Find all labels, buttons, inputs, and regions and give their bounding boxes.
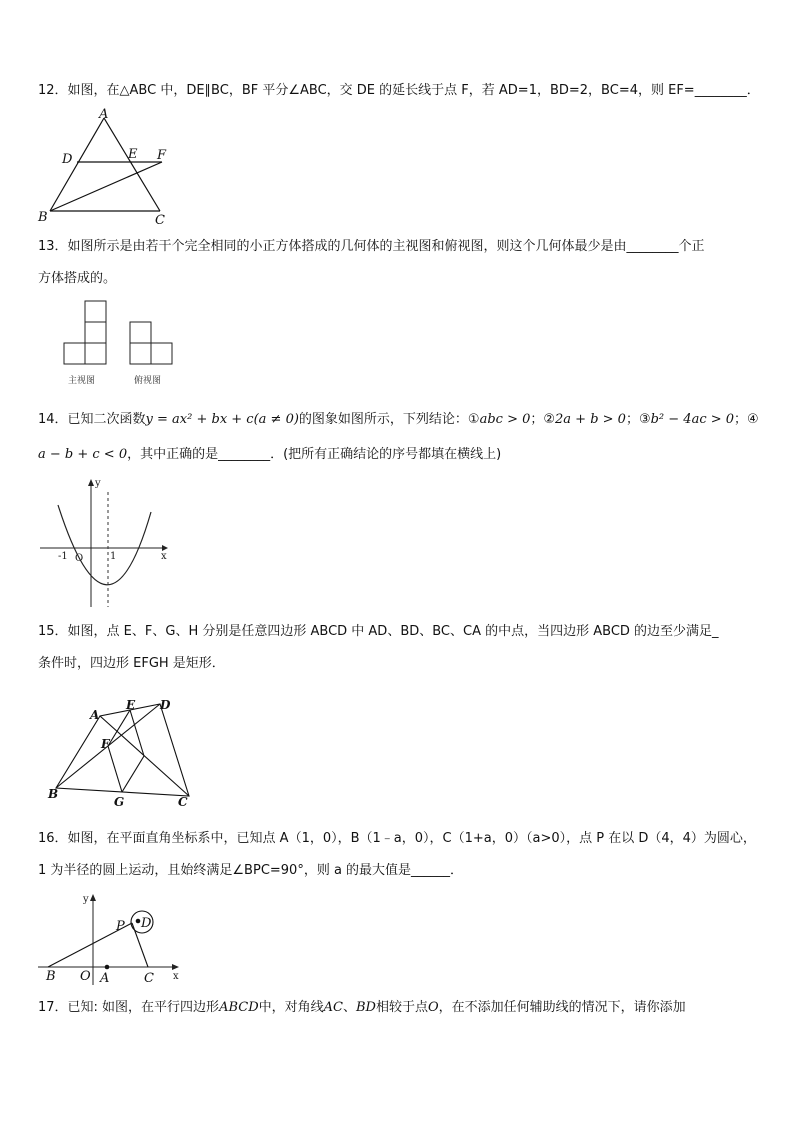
- q14-line2: a − b + c < 0，其中正确的是________．(把所有正确结论的序号都填在横线上): [38, 447, 502, 462]
- q12-label-a: A: [99, 107, 109, 122]
- q15-label-g: G: [114, 795, 125, 809]
- q16-coordinate-figure: [38, 890, 188, 990]
- q15-quadrilateral-figure: [44, 696, 204, 816]
- q14-conclusion-1: abc > 0: [479, 412, 531, 427]
- q12-label-c: C: [155, 213, 165, 228]
- q13-line1: 13．如图所示是由若干个完全相同的小正方体搭成的几何体的主视图和俯视图，则这个几何体最少是由________个正: [38, 239, 705, 254]
- q13-line2: 方体搭成的。: [38, 271, 117, 286]
- q14-conclusion-2: 2a + b > 0: [555, 412, 626, 427]
- q16-x-label: x: [173, 971, 179, 982]
- q16-label-c: C: [144, 971, 154, 986]
- q14-origin-label: O: [75, 553, 84, 564]
- q15-label-f: F: [101, 737, 110, 751]
- front-view-caption: 主视图: [68, 376, 96, 386]
- q15-label-a: A: [90, 708, 100, 722]
- q12-text: 12．如图，在△ABC 中，DE∥BC，BF 平分∠ABC，交 DE 的延长线于点 F，若 AD=1，BD=2，BC=4，则 EF=________．: [38, 83, 760, 98]
- q16-label-o: O: [80, 969, 91, 984]
- q14-line1: 14．已知二次函数y = ax² + bx + c(a ≠ 0)的图象如图所示，下列结论：①abc > 0；②2a + b > 0；③b² − 4ac > 0；④: [38, 412, 759, 427]
- q16-label-d: D: [141, 916, 152, 931]
- q14-conclusion-4: a − b + c < 0: [38, 447, 128, 462]
- q16-y-label: y: [83, 894, 89, 905]
- q15-line2: 条件时，四边形 EFGH 是矩形．: [38, 656, 225, 671]
- q13-views-figure: [60, 298, 190, 388]
- q16-line2: 1 为半径的圆上运动，且始终满足∠BPC=90°，则 a 的最大值是______．: [38, 863, 464, 878]
- q12-triangle-figure: [36, 108, 176, 228]
- top-view-caption: 俯视图: [134, 376, 162, 386]
- q14-x-label: x: [161, 551, 167, 562]
- q12-label-d: D: [62, 152, 73, 167]
- q17-line1: 17．已知: 如图，在平行四边形ABCD中，对角线AC、BD相较于点O，在不添加任何辅助线的情况下，请你添加: [38, 1000, 686, 1015]
- q15-label-c: C: [178, 795, 188, 809]
- q14-y-label: y: [95, 478, 101, 489]
- front-view: [64, 301, 106, 364]
- q15-label-e: E: [126, 698, 136, 712]
- top-view: [130, 322, 172, 364]
- q14-parabola-graph: [38, 477, 178, 612]
- q14-one-label: 1: [110, 551, 117, 562]
- q16-line1: 16．如图，在平面直角坐标系中，已知点 A（1，0），B（1﹣a，0），C（1+a，0）（a>0），点 P 在以 D（4，4）为圆心，: [38, 831, 756, 846]
- q12-label-e: E: [128, 147, 138, 162]
- q14-minus-one-label: -1: [58, 551, 68, 562]
- q14-conclusion-3: b² − 4ac > 0: [650, 412, 735, 427]
- q12-label-f: F: [157, 148, 167, 163]
- q15-label-b: B: [48, 787, 59, 801]
- q16-label-a: A: [100, 971, 110, 986]
- q12-label-b: B: [38, 210, 48, 225]
- q14-formula: y = ax² + bx + c(a ≠ 0): [145, 412, 299, 427]
- q15-label-d: D: [160, 698, 171, 712]
- q16-label-p: P: [116, 919, 125, 934]
- q16-label-b: B: [46, 969, 56, 984]
- q15-line1: 15．如图，点 E、F、G、H 分别是任意四边形 ABCD 中 AD、BD、BC、CA 的中点，当四边形 ABCD 的边至少满足_: [38, 624, 719, 639]
